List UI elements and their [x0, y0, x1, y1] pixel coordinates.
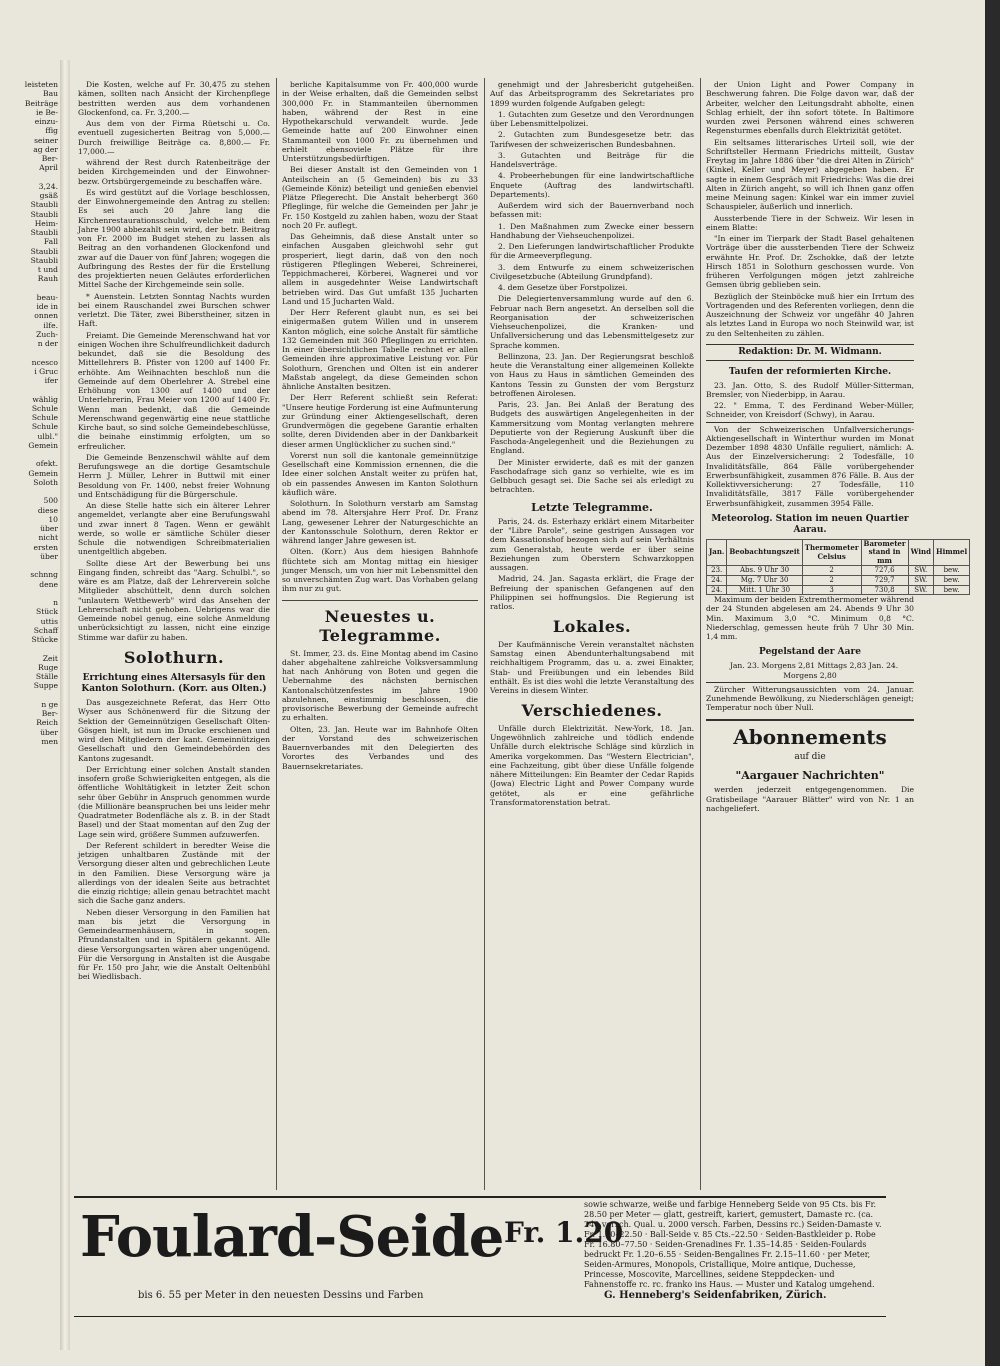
edge-line	[0, 284, 58, 293]
edge-line: Soloth	[33, 477, 58, 487]
edge-line: ifer	[44, 376, 58, 385]
article-paragraph: 1. Den Maßnahmen zum Zwecke einer bessern Handhabung der Viehseuchenpolizei.	[490, 221, 694, 240]
article-paragraph: Der Herr Referent schließt sein Referat: "Unsere heutige Forderung ist eine Aufmunterung zur Gründung einer Aktiengesellschaft, deren Grundvermögen die gegebene Garantie erhalten sollte, deren Dividenden aber in der Dankbarkeit dieser armen Unglücklicher zu suchen sind."	[282, 393, 478, 449]
column-rule	[276, 78, 277, 1190]
edge-line: Rauh	[37, 274, 58, 284]
edge-line: Staubli	[30, 255, 58, 265]
article-paragraph: Der Errichtung einer solchen Anstalt standen insofern große Schwierigkeiten entgegen, als die öffentliche Wohltätigkeit in letzter Zeit schon sehr über Gebühr in Anspruch genommen wurde (die Millionäre beanspruchen bei uns leider mehr Quadratmeter Bodenfläche als z. B. in der Stadt Basel) und der Staat momentan auf den Zug der Lage sein wird, größere Summen aufzuwerfen.	[78, 764, 270, 839]
edge-line: Ber-	[41, 709, 58, 718]
pegel-values: Jan. 23. Morgens 2,81 Mittags 2,83 Jan. 24. Morgens 2,80	[729, 661, 899, 680]
edge-line	[0, 450, 58, 459]
edge-line	[0, 173, 58, 182]
article-paragraph: Aus dem von der Firma Rüetschi u. Co. eventuell zugesicherten Beitrag von 5,000.— Durch freiwillige Beiträge ca. 8,800.— Fr. 17,000.—	[78, 119, 270, 156]
telegram-item: Paris, 24. ds. Esterhazy erklärt einem Mitarbeiter der "Libre Parole", seine gestrigen Aussagen vor dem Kassationshof bezogen sich auf sein Verhältnis zum Generalstab, heute werde er über seine Beziehungen zum Oberstern Schwarzkoppen aussagen.	[490, 516, 694, 573]
ad-company: G. Henneberg's Seidenfabriken, Zürich.	[604, 1290, 827, 1301]
edge-line: ilfe.	[43, 320, 58, 330]
edge-line: Zeit	[42, 653, 58, 663]
article-paragraph: Olten. (Korr.) Aus dem hiesigen Bahnhofe flüchtete sich am Montag mittag ein hiesiger junger Mensch, um von hier mit Lebensmittel den so unverschämten Zug wart. Das Vorhaben gelang ihm nur zu gut.	[282, 547, 478, 594]
article-paragraph: "In einer im Tierpark der Stadt Basel gehaltenen Vorträge über die aussterbenden Tiere der Schweiz erwähnte Hr. Prof. Dr. Zschokke, daß der letzte Hirsch 1851 in Solothurn geschossen wurde. Von früheren Verfolgungen mögen jetzt zahlreiche Gemsen übrig geblieben sein.	[706, 234, 914, 290]
edge-line: Beiträge	[24, 98, 58, 108]
meteo-cell: 3	[802, 585, 861, 595]
edge-line: n ge	[41, 699, 58, 709]
column-2	[282, 80, 478, 1190]
column-4	[706, 80, 968, 1192]
meteo-cell: 2	[802, 576, 861, 586]
meteo-row	[707, 566, 970, 576]
section-heading-last-telegrams: Letzte Telegramme.	[531, 500, 653, 514]
edge-line	[0, 348, 58, 357]
article-paragraph: An diese Stelle hatte sich ein älterer Lehrer angemeldet, verlangte aber eine Berufungswahl und zwar innert 8 Tagen. Wenn er gewählt werde, so wolle er sämtliche Schüler dieser Schule die notwendigen Schreibmaterialien unentgeltlich abgeben.	[78, 501, 270, 557]
telegram-item: Madrid, 24. Jan. Sagasta erklärt, die Frage der Befreiung der spanischen Gefangenen auf den Philippinen sei hoffnungslos. Die Regierung ist ratlos.	[490, 574, 694, 612]
advertisement-foulard-seide	[74, 1196, 886, 1317]
edge-line: nicht	[38, 533, 58, 543]
verschiedenes-text: Unfälle durch Elektrizität. New-York, 18. Jan. Ungewöhnlich zahlreiche und tödlich endende Unfälle durch elektrische Schläge sind kürzlich in Amerika vorgekommen. Das "Western Electrician", eine Fachzeitung, gibt über diese Unfälle folgende nähere Mitteilungen: Ein Beamter der Cedar Rapids (Jowa) Electric Light and Power Company wurde getötet, als er eine gefährliche Transformatorenstation betrat.	[490, 723, 694, 807]
abonnements-paper: "Aargauer Nachrichten"	[735, 768, 885, 782]
meteo-cell: SW.	[908, 585, 933, 595]
redaktion-line: Redaktion: Dr. M. Widmann.	[706, 344, 914, 361]
edge-line: ncesco	[31, 357, 58, 367]
article-paragraph: * Auenstein. Letzten Sonntag Nachts wurden bei einem Rauschandel zwei Burschen schwer verletzt. Die Täter, zwei Biberstheiner, sitzen in Haft.	[78, 291, 270, 329]
weather-forecast: Zürcher Witterungsaussichten vom 24. Januar. Zunehmende Bewölkung, zu Niederschlägen geneigt; Temperatur noch über Null.	[706, 682, 914, 713]
edge-line: diese	[37, 505, 58, 515]
article-paragraph: Sollte diese Art der Bewerbung bei uns Eingang finden, schreibt das "Aarg. Schulbl.", so wäre es am Platze, daß der Lehrerverein solche Mitglieder abschüttelt, denn durch solchen "unlautern Wettbewerb" wird das Ansehen der Lehrerschaft nicht gehoben. Uebrigens war die Gemeinde nobel genug, eine solche Anmeldung unberücksichtigt zu lassen, nicht eine einzige Stimme war dafür zu haben.	[78, 558, 270, 642]
edge-line: Zuch-	[36, 329, 58, 339]
column-1	[78, 80, 270, 1190]
article-paragraph: Ein seltsames litterarisches Urteil soll, wie der Schriftsteller Hermann Friedrichs mitteilt, Gustav Freytag im Jahre 1886 über "die drei Alten in Zürich" (Kinkel, Keller und Meyer) abgegeben haben. Er sagte in einem Gespräch mit Friedrichs: Was die drei Alten in Zürich angeht, so will ich Ihnen ganz offen meine Meinung sagen: Kinkel war ein immer zuviel Schauspieler, äußerlich und innerlich.	[706, 137, 914, 212]
article-paragraph: Bellinzona, 23. Jan. Der Regierungsrat beschloß heute die Veranstaltung einer allgemeinen Kollekte von Haus zu Haus in sämtlichen Gemeinden des Kantons Tessin zu Gunsten der vom Bergsturz betroffenen Airolesen.	[490, 351, 694, 398]
edge-line	[0, 561, 58, 570]
article-paragraph: 4. Probeerhebungen für eine landwirtschaftliche Enquete (Auftrag des landwirtschaftl. Departements).	[490, 171, 694, 199]
edge-line: ersten	[33, 542, 58, 552]
article-paragraph: 4. dem Gesetze über Forstpolizei.	[498, 283, 628, 292]
edge-line: ulbl."	[37, 431, 58, 441]
edge-line: über	[40, 727, 58, 737]
edge-line: ie Be-	[36, 107, 58, 117]
section-heading-solothurn: Solothurn.	[123, 647, 225, 667]
telegram-item: St. Immer, 23. ds. Eine Montag abend im Casino daher abgehaltene zahlreiche Volksversammlung hat nach Anhörung von Boten und gegen die Uebernahme des nächsten bernischen Kantonalschützenfestes im Jahre 1900 abzulehnen, einstimmig beschlossen, die provisorische Bewerbung der Gemeinde aufrecht zu erhalten.	[282, 648, 478, 723]
edge-line: über	[40, 524, 58, 533]
article-paragraph: genehmigt und der Jahresbericht gutgeheißen. Auf das Arbeitsprogramm des Sekretariates pro 1899 wurden folgende Aufgaben gelegt:	[490, 80, 694, 108]
taufen-title: Taufen der reformierten Kirche.	[728, 366, 892, 377]
article-paragraph: 1. Gutachten zum Gesetze und den Verordnungen über Lebensmittelpolizei.	[490, 109, 694, 128]
article-subheading: Errichtung eines Altersasyls für den Kanton Solothurn. (Korr. aus Olten.)	[81, 673, 267, 695]
article-paragraph: 3. Gutachten und Beiträge für die Handelsverträge.	[490, 150, 694, 169]
edge-line: Staubli	[30, 228, 58, 237]
edge-line: Reich	[36, 718, 58, 728]
edge-line: i Gruc	[34, 366, 58, 376]
edge-line: April	[39, 163, 58, 173]
meteo-cell: 24.	[707, 585, 727, 595]
meteo-notes: Maximum der beiden Extremthermometer während der 24 Stunden abgelesen am 24. Abends 9 Uhr 30 Min. Maximum 3,0 °C. Minimum 0,8 °C. Niederschlag, gemessen heute früh 7 Uhr 30 Min. 1,4 mm.	[706, 595, 914, 642]
left-edge-column	[0, 80, 58, 755]
meteo-header-cell: Beobachtungszeit	[727, 539, 802, 566]
edge-line: Ställe	[35, 672, 58, 681]
edge-line: Ber-	[41, 154, 58, 163]
edge-line: Bau	[43, 89, 58, 99]
edge-line: seiner	[34, 135, 58, 145]
meteo-row	[707, 585, 970, 595]
abonnements-sub: auf die	[794, 751, 826, 762]
edge-line: Schule	[31, 413, 58, 422]
meteo-cell: 23.	[707, 566, 727, 576]
unfall-text: Von der Schweizerischen Unfallversicherungs-Aktiengesellschaft in Winterthur wurden im Monat Dezember 1898 4830 Unfälle reguliert, nämlich: A. Aus der Einzelversicherung: 2 Todesfälle, 10 Invaliditätsfälle, 864 Fälle vorübergehender Erwerbsunfähigkeit, zusammen 876 Fälle. B. Aus der Kollektivversicherung: 27 Todesfälle, 110 Invaliditätsfälle, 3817 Fälle vorübergehender Erwerbsunfähigkeit, zusammen 3954 Fälle.	[706, 422, 914, 508]
edge-line: Gemein	[28, 440, 58, 450]
lokales-text: Der Kaufmännische Verein veranstaltet nächsten Samstag einen Abendunterhaltungsabend mit reichhaltigem Programm, das u. a. zwei Einakter, Stab- und Freiübungen und ein lebendes Bild enthält. Es ist dies wohl die letzte Veranstaltung des Vereins in diesem Winter.	[490, 639, 694, 696]
edge-line: Schule	[31, 422, 58, 432]
edge-line	[0, 746, 58, 755]
edge-line: Heim-	[34, 218, 58, 228]
edge-line: onnen	[34, 311, 58, 321]
meteo-cell: bew.	[933, 566, 969, 576]
article-paragraph: während der Rest durch Ratenbeiträge der beiden Kirchgemeinden und der Einwohner- bezw. Ortsbürgergemeinde zu beschaffen wäre.	[78, 158, 270, 186]
baptism-entry: 23. Jan. Otto, S. des Rudolf Müller-Sitterman, Bremsler, von Niederbipp, in Aarau.	[706, 380, 914, 399]
edge-line: n der	[37, 339, 58, 348]
baptism-entry: 22. " Emma, T. des Ferdinand Weber-Müller, Schneider, von Kreisdorf (Schwy), in Aarau.	[706, 401, 914, 420]
meteo-cell: 24.	[707, 576, 727, 586]
article-paragraph: Der Minister erwiderte, daß es mit der ganzen Faschodafrage sich ganz so verhielte, wie es im Gelbbuch gesagt sei. Die Sache sei als erledigt zu betrachten.	[490, 457, 694, 495]
edge-line: ag der	[33, 144, 58, 154]
edge-line: 3,24.	[38, 181, 58, 191]
edge-line: uttis	[40, 616, 58, 626]
edge-line: gsäß	[39, 191, 58, 200]
meteo-cell: Abs. 9 Uhr 30	[727, 566, 802, 576]
article-paragraph: 3. dem Entwurfe zu einem schweizerischen Civilgesetzbuche (Abteilung Grundpfand).	[490, 262, 694, 281]
edge-line: Fall	[43, 237, 58, 247]
edge-line	[0, 644, 58, 653]
meteo-cell: bew.	[933, 576, 969, 586]
edge-line: Stück	[36, 607, 58, 617]
section-heading-verschiedenes: Verschiedenes.	[521, 701, 663, 721]
article-paragraph: Es wird gestützt auf die Vorlage beschlossen, der Einwohnergemeinde den Antrag zu stellen: Es sei auch 20 Jahre lang die Kirchenrestaurationsschuld, welche mit dem Jahre 1900 abbezahlt sein wird, der betr. Beitrag von Fr. 2000 im Budget stehen zu lassen als Beitrag an den vorhandenen Glockenfond und zwar auf die Dauer von fünf Jahren; wogegen die Aufbringung des Restes der für die Erstellung des projektierten neuen Geläutes erforderlichen Mittel Sache der Kirchgemeinde sein solle.	[78, 187, 270, 290]
edge-line: leisteten	[24, 80, 58, 89]
meteo-header-cell: Jan.	[707, 539, 727, 566]
edge-line: schnng	[30, 570, 58, 580]
meteo-cell: SW.	[908, 566, 933, 576]
ad-price: Fr. 1.20	[504, 1216, 624, 1249]
edge-line: Suppe	[33, 681, 58, 691]
edge-line	[0, 589, 58, 598]
meteo-header-cell: Wind	[908, 539, 933, 566]
article-paragraph: Vorerst nun soll die kantonale gemeinnützige Gesellschaft eine Kommission ernennen, die die Idee einer solchen Anstalt weiter zu prüfen hat, ob ein passendes Anwesen im Kanton Solothurn käuflich wäre.	[282, 450, 478, 497]
article-paragraph: Bezüglich der Steinböcke muß hier ein Irrtum des Vortragenden und des Referenten vorliegen, denn die Auszeichnung der Schweiz vor ungefähr 40 Jahren als letztes Land in Europa wo noch Steinwild war, ist zu den Seltenheiten zu zählen.	[706, 291, 914, 338]
article-paragraph: Das Geheimnis, daß diese Anstalt unter so einfachen Ausgaben gleichwohl sehr gut prosperiert, liegt darin, daß von den noch rüstigeren Pfleglingen Weberei, Schreinerei, Teppichmacherei, Körberei, Wagnerei und vor allem in ausgedehnter Weise Landwirtschaft betrieben wird. Das Gut umfaßt 135 Jucharten Land und 15 Jucharten Wald.	[282, 232, 478, 306]
scan-margin	[985, 0, 1000, 1366]
edge-line: ofekt.	[36, 459, 58, 469]
edge-line: beau-	[36, 292, 58, 302]
edge-line: Staubli	[30, 246, 58, 256]
edge-line: Ruge	[38, 662, 58, 672]
article-paragraph: der Union Light and Power Company in Beschwerung fahren. Die Folge davon war, daß der Arbeiter, welcher den Leitungsdraht abholte, einen Schlag erhielt, der ihn sofort tötete. In Baltimore wurden zwei Personen während eines schweren Regensturmes ebenfalls durch Elektrizität getötet.	[706, 80, 914, 136]
ad-subtitle: bis 6. 55 per Meter in den neuesten Dessins und Farben	[138, 1290, 424, 1301]
meteo-header-cell: Barometer stand in mm	[861, 539, 908, 566]
section-heading-telegrams: Neuestes u. Telegramme.	[319, 606, 441, 646]
article-paragraph: berliche Kapitalsumme von Fr. 400,000 wurde in der Weise erhalten, daß die Gemeinden selbst 300,000 Fr. in Stammanteilen übernommen haben, während der Rest in eine Hypothekarschuld verwandelt wurde. Jede Gemeinde hatte auf 200 Einwohner einen Stammanteil von 1000 Fr. zu übernehmen und erhielt ebensoviele Plätze für ihre Unterstützungsbedürftigen.	[282, 80, 478, 163]
article-paragraph: Aussterbende Tiere in der Schweiz. Wir lesen in einem Blatte:	[706, 213, 914, 232]
article-paragraph: Freiamt. Die Gemeinde Merenschwand hat vor einigen Wochen ihre Schulfreundlichkeit dadurch bekundet, daß sie die Besoldung des Mittellehrers B. Pfister von 1200 auf 1400 Fr. erhöhte. Am Weihnachten beschloß nun die Gemeinde auf dem Oberlehrer A. Strebel eine Erhöhung von 1300 auf 1400 und der Unterlehrerin, Frau Meier von 1200 auf 1400 Fr. Wenn man bedenkt, daß die Gemeinde Merenschwand gegenwärtig eine neue stattliche Kirche baut, so sind solche Gemeindebeschlüsse, die beinahe einstimmig erfolgten, um so erfreulicher.	[78, 330, 270, 451]
section-heading-lokales: Lokales.	[552, 617, 632, 637]
meteo-cell: bew.	[933, 585, 969, 595]
article-paragraph: 2. Den Lieferungen landwirtschaftlicher Produkte für die Armeeverpflegung.	[490, 242, 694, 261]
edge-line	[0, 385, 58, 394]
article-paragraph: Die Delegiertenversammlung wurde auf den 6. Februar nach Bern angesetzt. An derselben soll die Reorganisation der schweizerischen Viehseuchenpolizei, die Kranken- und Unfallversicherung und das Lebensmittelgesetz zur Sprache kommen.	[490, 294, 694, 350]
ad-price-list: sowie schwarze, weiße und farbige Henneberg Seide von 95 Cts. bis Fr. 28.50 per Meter — glatt, gestreift, kariert, gemustert, Damaste rc. (ca. 240 versch. Qual. u. 2000 versch. Farben, Dessins rc.) Seiden-Damaste v. Fr. 1.40–22.50 · Ball-Seide v. 85 Cts.–22.50 · Seiden-Bastkleider p. Robe Fr. 16.80–77.50 · Seiden-Grenadines Fr. 1.35–14.85 · Seiden-Foulards bedruckt Fr. 1.20–6.55 · Seiden-Bengalines Fr. 2.15–11.60 · per Meter, Seiden-Armures, Monopols, Cristallique, Moire antique, Duchesse, Princesse, Moscovite, Marcellines, seidene Steppdecken- und Fahnenstoffe rc. rc. franko ins Haus. — Muster und Katalog umgehend.	[584, 1200, 882, 1289]
edge-line: Schule	[31, 403, 58, 413]
article-paragraph: Das ausgezeichnete Referat, das Herr Otto Wyser aus Schönenwerd für die Sitzung der Sektion der Gemeinnützigen Gesellschaft Olten-Gösgen hielt, ist nun im Drucke erschienen und wird den Mitgliedern der kant. Gemeinnützigen Gesellschaft und den Gemeindebehörden des Kantons zugesandt.	[78, 698, 270, 763]
article-paragraph: Der Herr Referent glaubt nun, es sei bei einigermaßen gutem Willen und in unserem Kanton möglich, eine solche Anstalt für sämtliche 132 Gemeinden mit 360 Pfleglingen zu errichten. In einer übersichtlichen Tabelle rechnet er allen Gemeinden ihre approximative Leistung vor. Für Solothurn, Grenchen und Olten ist ein anderer Maßstab angelegt, da diese Gemeinden schon ähnliche Anstalten besitzen.	[282, 308, 478, 391]
article-paragraph: Die Kosten, welche auf Fr. 30,475 zu stehen kämen, sollten nach Ansicht der Kirchenpflege bestritten werden aus dem vorhandenen Glockenfond, ca. Fr. 3,200.—	[78, 80, 270, 117]
meteo-cell: SW.	[908, 576, 933, 586]
article-paragraph: Neben dieser Versorgung in den Familien hat man bis jetzt die Versorgung in Gemeindearmenhäusern, in sogen. Pfrundanstalten und in Spitälern gekannt. Alle diese Versorgungsarten wären aber ungenügend. Für die Versorgung in Anstalten ist die Ausgabe für Fr. 150 pro Jahr, wie die Anstalt Oeltenbühl bei Wiedlisbach.	[78, 907, 270, 982]
edge-line: über	[40, 551, 58, 561]
abonnements-title: Abonnements	[706, 719, 914, 749]
article-paragraph: Solothurn. In Solothurn verstarb am Samstag abend im 78. Altersjahre Herr Prof. Dr. Franz Lang, gewesener Lehrer der Naturgeschichte an der Kantonsschule Solothurn, deren Rektor er während langer Jahre gewesen ist.	[282, 499, 478, 545]
meteo-title: Meteorolog. Station im neuen Quartier Aarau.	[711, 513, 909, 535]
edge-line: 500	[43, 496, 58, 506]
meteo-table	[706, 539, 970, 595]
meteo-cell: Mg. 7 Uhr 30	[727, 576, 802, 586]
article-paragraph: Außerdem wird sich der Bauernverband noch befassen mit:	[490, 201, 694, 220]
meteo-cell: 2	[802, 566, 861, 576]
ad-title: Foulard-Seide	[80, 1204, 504, 1270]
edge-line: t und	[37, 265, 58, 274]
edge-line: Staubli	[30, 200, 58, 210]
article-paragraph: Der Referent schildert in beredter Weise die jetzigen unhaltbaren Zustände mit der Versorgung dieser alten und gebrechlichen Leute in den Familien. Diese Versorgung wäre ja allerdings von der idealen Seite aus betrachtet die einzig richtige; allein genau betrachtet macht sich die Sache ganz anders.	[78, 840, 270, 906]
edge-line: einzu-	[34, 117, 58, 126]
pegel-title: Pegelstand der Aare	[759, 647, 861, 658]
edge-line	[0, 691, 58, 700]
page-fold	[60, 60, 70, 1350]
edge-line: dene	[39, 579, 58, 589]
meteo-cell: Mitt. 1 Uhr 30	[727, 585, 802, 595]
edge-line: ffig	[45, 126, 58, 136]
edge-line: Gemein	[28, 468, 58, 478]
edge-line: wählig	[32, 394, 58, 404]
column-3	[490, 80, 694, 1190]
article-paragraph: Paris, 23. Jan. Bei Anlaß der Beratung des Budgets des auswärtigen Angelegenheiten in der Kammersitzung vom Montag verlangten mehrere Deputierte von der Regierung Auskunft über die Faschoda-Angelegenheit und die Beziehungen zu England.	[490, 400, 694, 456]
meteo-header-cell: Thermometer Celsius	[802, 539, 861, 566]
edge-line: n	[53, 598, 58, 607]
edge-line: 10	[48, 514, 58, 524]
column-rule	[484, 78, 485, 1190]
edge-line: Staubli	[30, 209, 58, 219]
meteo-header-cell: Himmel	[933, 539, 969, 566]
article-paragraph: 2. Gutachten zum Bundesgesetze betr. das Tarifwesen der schweizerischen Bundesbahnen.	[490, 130, 694, 149]
column-rule	[700, 78, 701, 1190]
meteo-cell: 730,8	[861, 585, 908, 595]
abonnements-text: werden jederzeit entgegengenommen. Die Gratisbeilage "Aarauer Blätter" wird von Nr. 1 an nachgeliefert.	[706, 785, 914, 813]
edge-line: Stücke	[31, 635, 58, 644]
edge-line: Schaff	[33, 625, 58, 635]
article-paragraph: Die Gemeinde Benzenschwil wählte auf dem Berufungswege an die dortige Gesamtschule Herrn J. Müller, Lehrer in Buttwil mit einer Besoldung von Fr. 1400, nebst freier Wohnung und Entschädigung für die Bürgerschule.	[78, 452, 270, 499]
edge-line	[0, 487, 58, 496]
edge-line: men	[41, 736, 58, 746]
meteo-cell: 727,6	[861, 566, 908, 576]
meteo-row	[707, 576, 970, 586]
telegram-item: Olten, 23. Jan. Heute war im Bahnhofe Olten der Vorstand des schweizerischen Bauernverbandes mit den Delegierten des Vorortes des Verbandes und des Bauernsekretariates.	[282, 724, 478, 771]
meteo-cell: 729,7	[861, 576, 908, 586]
article-paragraph: Bei dieser Anstalt ist den Gemeinden von 1 Anteilschein an (5 Gemeinden) bis zu 33 (Gemeinde Köniz) beteiligt und genießen ebenviel Plätze Pflegerecht. Die Anstalt beherbergt 360 Pfleglinge, für welche die Gemeinden per Jahr je Fr. 150 Kostgeld zu zahlen haben, wozu der Staat noch 20 Fr. auflegt.	[282, 165, 478, 230]
edge-line: ide in	[36, 302, 58, 311]
